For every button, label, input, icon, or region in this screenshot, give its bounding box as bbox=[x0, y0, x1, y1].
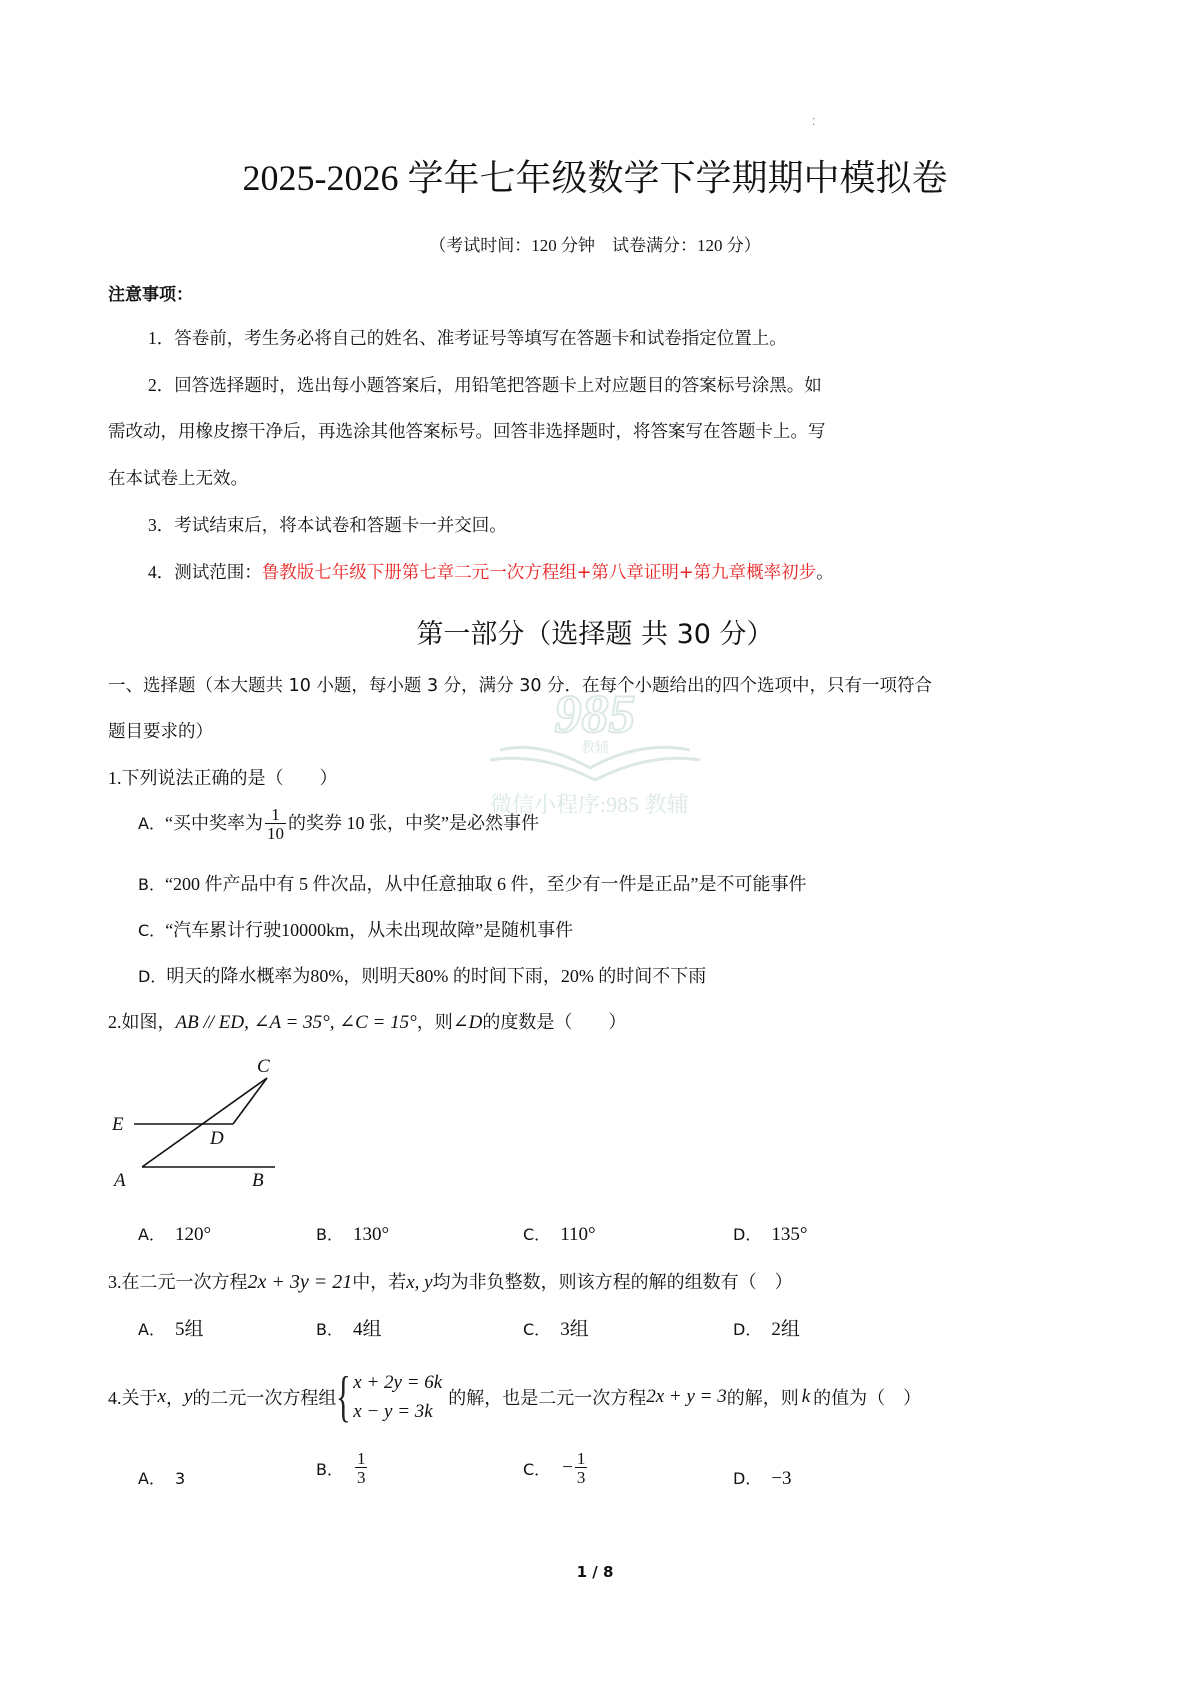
option-label: A． bbox=[138, 1469, 165, 1488]
note-item-1 bbox=[148, 325, 787, 350]
note-number: 3． bbox=[148, 515, 175, 535]
question-2-option-b[interactable] bbox=[316, 1222, 389, 1246]
stem-text: 的解，则 bbox=[726, 1388, 799, 1408]
label-E: E bbox=[112, 1114, 124, 1135]
exam-info: （考试时间：120 分钟 试卷满分：120 分） bbox=[429, 236, 761, 255]
question-1-option-a[interactable] bbox=[138, 806, 539, 842]
part-title: 第一部分（选择题 共 30 分） bbox=[416, 619, 774, 650]
option-label: C． bbox=[523, 1320, 551, 1339]
fraction: $\frac{1}{10}$ bbox=[266, 805, 284, 843]
question-2-option-c[interactable] bbox=[523, 1222, 596, 1246]
question-3-option-d[interactable] bbox=[733, 1314, 800, 1341]
watermark-caption: 微信小程序:985 教辅 bbox=[490, 792, 689, 817]
test-scope: 鲁教版七年级下册第七章二元一次方程组+第八章证明+第九章概率初步 bbox=[261, 563, 817, 583]
stem-text: 的值为（ ） bbox=[813, 1388, 922, 1408]
label-D: D bbox=[210, 1128, 224, 1149]
option-value: 3 bbox=[174, 1469, 186, 1488]
section-instructions-cont: 题目要求的） bbox=[108, 722, 213, 742]
label-A: A bbox=[114, 1170, 126, 1191]
math-expression: AB // ED, ∠A = 35°, ∠C = 15° bbox=[175, 1012, 417, 1033]
option-label: B． bbox=[316, 1320, 343, 1339]
question-3-option-b[interactable] bbox=[316, 1314, 382, 1341]
equation-1: x + 2y = 6k bbox=[353, 1372, 443, 1393]
equation-system bbox=[336, 1366, 443, 1428]
note-end: 。 bbox=[816, 563, 834, 583]
question-3-option-a[interactable] bbox=[138, 1314, 203, 1341]
note-text: 答卷前，考生务必将自己的姓名、准考证号等填写在答题卡和试卷指定位置上。 bbox=[174, 329, 787, 349]
option-value: 110° bbox=[560, 1224, 596, 1245]
option-label: D． bbox=[733, 1320, 762, 1339]
line-CD bbox=[233, 1078, 267, 1124]
option-value: 2组 bbox=[771, 1319, 800, 1340]
question-2-option-a[interactable] bbox=[138, 1222, 211, 1246]
question-4-stem bbox=[108, 1362, 921, 1432]
stem-text: 2.如图， bbox=[108, 1012, 176, 1032]
question-2-stem bbox=[108, 1008, 626, 1034]
note-number: 4． bbox=[148, 562, 175, 582]
label-B: B bbox=[252, 1170, 264, 1191]
note-number: 2． bbox=[148, 375, 175, 395]
question-4-option-b[interactable] bbox=[316, 1450, 369, 1486]
option-value: 130° bbox=[352, 1224, 390, 1245]
line-AC bbox=[142, 1078, 267, 1167]
option-label: C． bbox=[523, 1225, 551, 1244]
option-text: 明天的降水概率为80%，则明天80% 的时间下雨，20% 的时间不下雨 bbox=[166, 966, 707, 986]
option-label: A． bbox=[138, 814, 165, 833]
note-item-3 bbox=[148, 512, 507, 537]
question-3-stem bbox=[108, 1268, 793, 1294]
stem-text: 均为非负整数，则该方程的解的组数有（ ） bbox=[432, 1272, 793, 1292]
option-label: B． bbox=[316, 1459, 343, 1479]
geometry-figure bbox=[100, 1040, 300, 1191]
left-brace-icon: { bbox=[336, 1366, 352, 1428]
note-item-2-cont: 需改动，用橡皮擦干净后，再选涂其他答案标号。回答非选择题时，将答案写在答题卡上。写 bbox=[108, 422, 826, 442]
equation-2: x − y = 3k bbox=[353, 1401, 433, 1422]
option-label: C． bbox=[523, 1459, 551, 1479]
option-label: B． bbox=[138, 875, 165, 894]
note-item-2 bbox=[148, 372, 822, 397]
section-instructions: 一、选择题（本大题共 10 小题，每小题 3 分，满分 30 分．在每个小题给出的四个选项中，只有一项符合 bbox=[108, 676, 933, 696]
option-value: −3 bbox=[771, 1468, 792, 1489]
option-label: D． bbox=[733, 1225, 762, 1244]
option-label: A． bbox=[138, 1225, 165, 1244]
option-text: “200 件产品中有 5 件次品，从中任意抽取 6 件，至少有一件是正品”是不可能事件 bbox=[164, 874, 807, 894]
math-expression: 2x + 3y = 21 bbox=[247, 1271, 353, 1293]
note-number: 1． bbox=[148, 328, 175, 348]
stem-text: 的解，也是二元一次方程 bbox=[448, 1388, 647, 1408]
option-value: 5组 bbox=[174, 1319, 204, 1340]
stem-text: 中，若 bbox=[352, 1272, 407, 1292]
svg-text:教辅: 教辅 bbox=[581, 740, 609, 756]
question-1-stem: 1.下列说法正确的是（ ） bbox=[108, 768, 338, 788]
stem-text: ，则 bbox=[416, 1012, 453, 1032]
stem-text: ， bbox=[165, 1388, 184, 1408]
option-label: A． bbox=[138, 1320, 165, 1339]
math-variable: x bbox=[157, 1386, 166, 1407]
note-item-2-cont: 在本试卷上无效。 bbox=[108, 469, 248, 489]
note-item-4 bbox=[148, 559, 834, 584]
question-3-option-c[interactable] bbox=[523, 1314, 589, 1341]
question-4-option-c[interactable] bbox=[523, 1450, 589, 1486]
stem-text: 4.关于 bbox=[108, 1388, 158, 1408]
option-label: D． bbox=[733, 1469, 762, 1488]
option-label: B． bbox=[316, 1225, 343, 1244]
note-text: 回答选择题时，选出每小题答案后，用铅笔把答题卡上对应题目的答案标号涂黑。如 bbox=[174, 376, 822, 396]
option-value: 4组 bbox=[352, 1319, 382, 1340]
svg-text:985: 985 bbox=[554, 684, 636, 744]
option-text: “汽车累计行驶10000km，从未出现故障”是随机事件 bbox=[165, 920, 574, 940]
note-label: 测试范围： bbox=[174, 563, 262, 583]
option-text: “买中奖率为 bbox=[164, 813, 263, 833]
minus-sign: − bbox=[562, 1457, 573, 1478]
option-value: 120° bbox=[174, 1224, 212, 1245]
option-label: D． bbox=[138, 967, 167, 986]
corner-mark: ⁚ bbox=[812, 117, 816, 128]
stem-text: 3.在二元一次方程 bbox=[108, 1272, 248, 1292]
note-text: 考试结束后，将本试卷和答题卡一并交回。 bbox=[174, 516, 507, 536]
option-text: 的奖券 10 张，中奖”是必然事件 bbox=[287, 813, 539, 833]
label-C: C bbox=[257, 1056, 270, 1077]
option-value: 3组 bbox=[560, 1319, 589, 1340]
page-number: 1 / 8 bbox=[576, 1563, 614, 1581]
question-1-option-c[interactable] bbox=[138, 916, 573, 942]
math-expression: ∠D bbox=[452, 1012, 483, 1033]
math-variable: y bbox=[183, 1386, 193, 1407]
question-1-option-b[interactable] bbox=[138, 870, 806, 896]
stem-text: 的二元一次方程组 bbox=[192, 1388, 337, 1408]
question-4-option-a[interactable] bbox=[138, 1466, 185, 1489]
math-variable: k bbox=[801, 1386, 811, 1407]
fraction: $\frac{1}{3}$ bbox=[576, 1449, 586, 1487]
watermark bbox=[480, 680, 710, 820]
question-2-option-d[interactable] bbox=[733, 1222, 807, 1246]
option-value: 135° bbox=[771, 1224, 808, 1245]
math-expression: 2x + y = 3 bbox=[646, 1386, 727, 1407]
question-1-option-d[interactable] bbox=[138, 962, 706, 988]
stem-text: 的度数是（ ） bbox=[482, 1012, 627, 1032]
question-4-option-d[interactable] bbox=[733, 1466, 792, 1490]
fraction: $\frac{1}{3}$ bbox=[356, 1449, 366, 1487]
math-expression: x, y bbox=[406, 1272, 433, 1293]
notes-heading: 注意事项： bbox=[108, 285, 193, 305]
page-title: 2025-2026 学年七年级数学下学期期中模拟卷 bbox=[242, 158, 948, 198]
option-label: C． bbox=[138, 921, 166, 940]
